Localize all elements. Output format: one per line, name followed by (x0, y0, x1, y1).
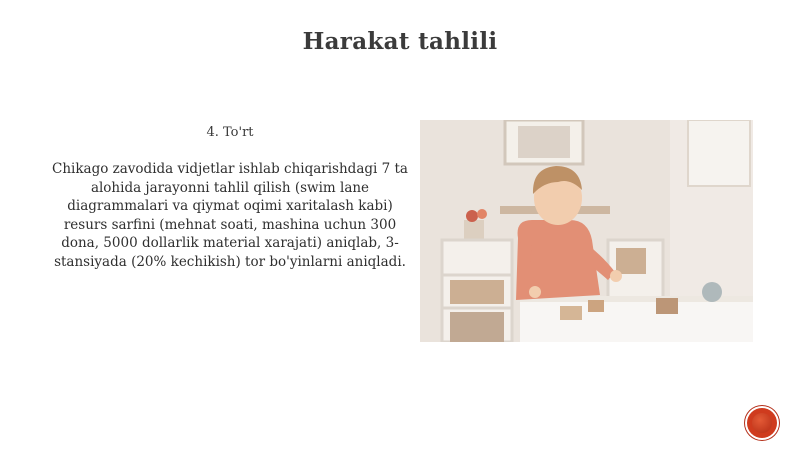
slide-body-text: Chikago zavodida vidjetlar ishlab chiqarishdagi 7 ta alohida jarayonni tahlil qilish (swim lane diagrammalari va qiymat oqimi xaritalash kabi) resurs sarfini (mehnat soati, mashina uchun 300 dona, 5000 dollarlik material xarajati) aniqlab, 3-stansiyada (20% kechikish) tor bo'yinlarni aniqladi. (52, 161, 408, 270)
next-slide-button[interactable] (747, 408, 777, 438)
photo-illustration (420, 120, 753, 342)
slide-title: Harakat tahlili (302, 28, 498, 55)
slide-subtitle: 4. To'rt (206, 125, 254, 140)
next-slide-icon (752, 413, 772, 433)
child-playing-photo (420, 120, 753, 342)
